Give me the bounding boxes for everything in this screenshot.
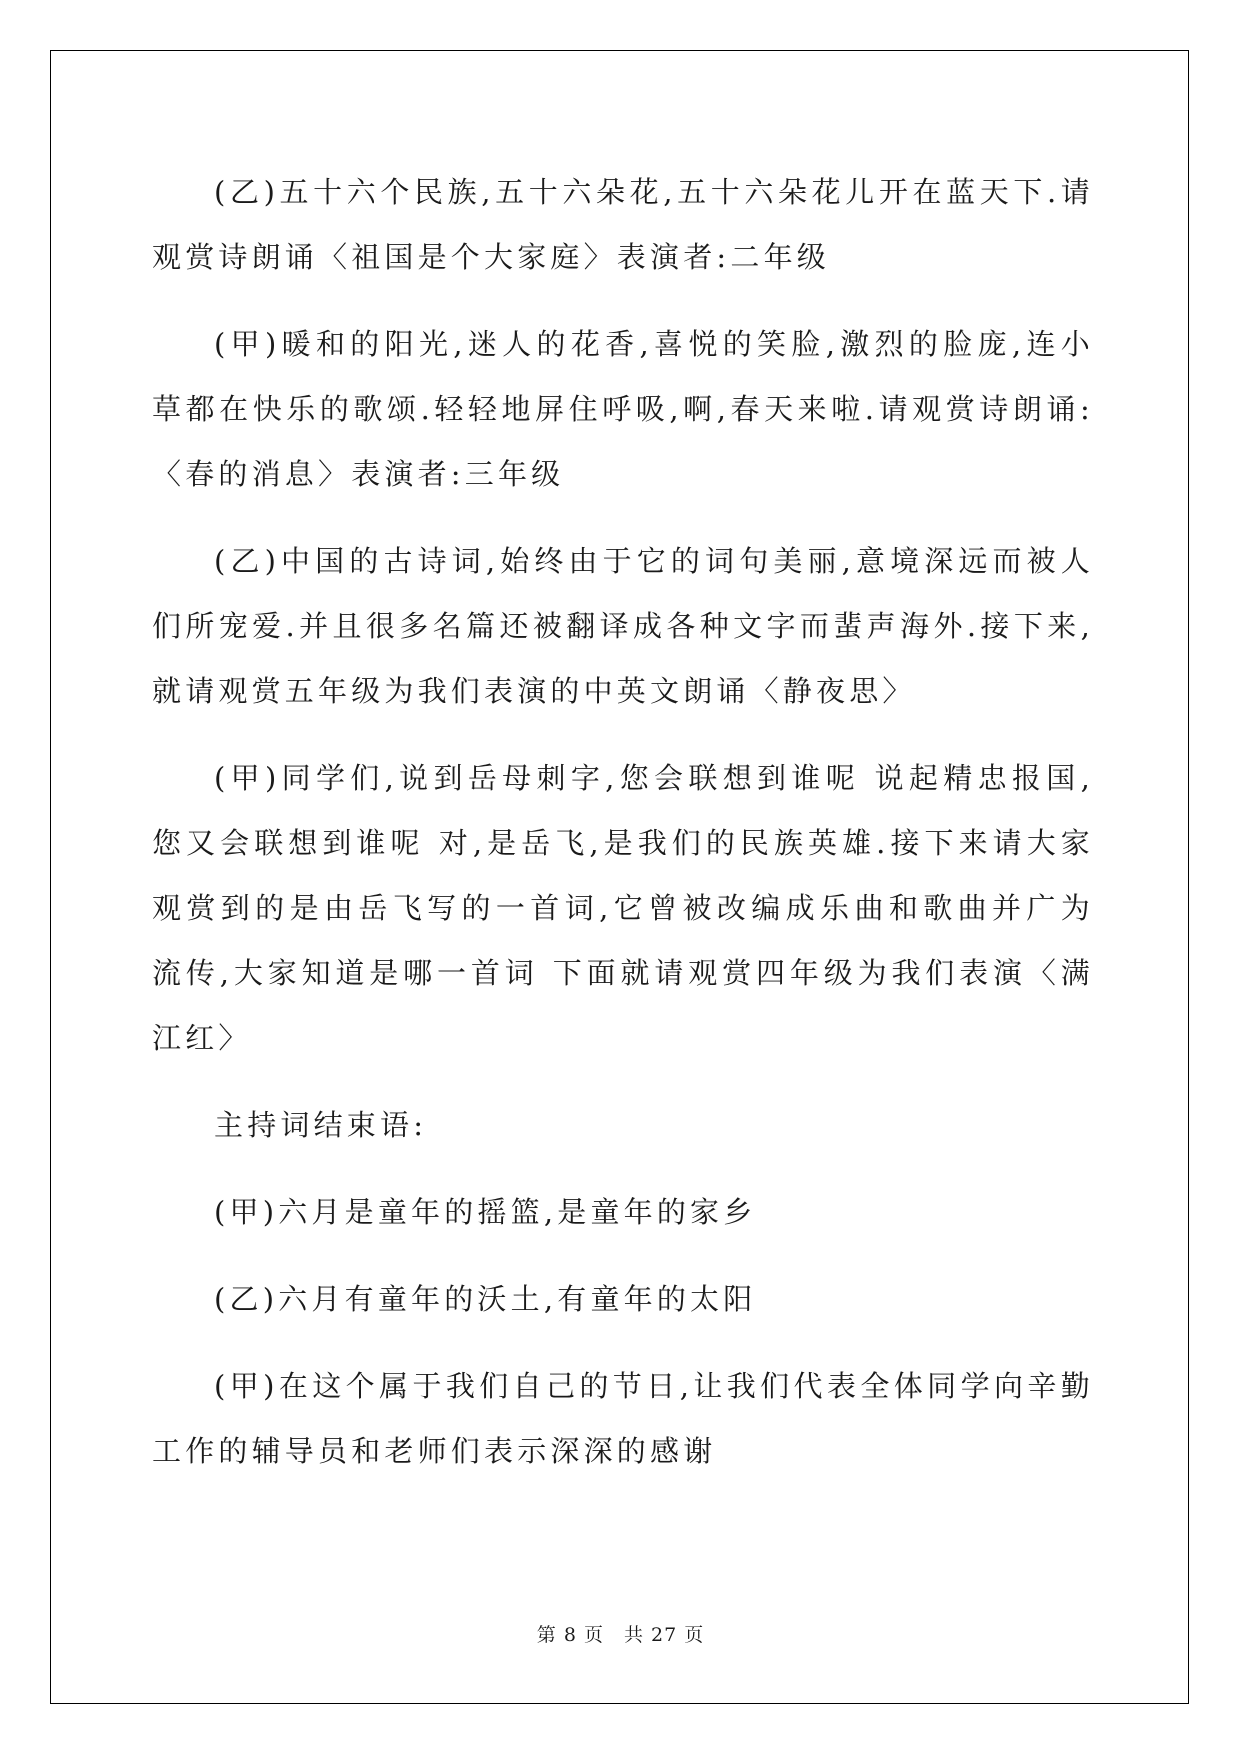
closing-heading: 主持词结束语: [214,1108,428,1142]
page-number: 第 8 页 [536,1624,604,1646]
paragraph-2: (甲)暖和的阳光,迷人的花香,喜悦的笑脸,激烈的脸庞,连小草都在快乐的歌颂.轻轻地屏住呼吸,啊,春天来啦.请观赏诗朗诵:〈春的消息〉表演者:三年级 [152,327,1094,491]
paragraph-7: (甲)在这个属于我们自己的节日,让我们代表全体同学向辛勤工作的辅导员和老师们表示深深的感谢 [152,1369,1094,1468]
paragraph-3: (乙)中国的古诗词,始终由于它的词句美丽,意境深远而被人们所宠爱.并且很多名篇还被翻译成各种文字而蜚声海外.接下来,就请观赏五年级为我们表演的中英文朗诵〈静夜思〉 [152,544,1094,708]
page-total: 共 27 页 [623,1624,705,1646]
paragraph-6: (乙)六月有童年的沃土,有童年的太阳 [214,1282,757,1316]
document-body [152,160,1094,1506]
paragraph-4: (甲)同学们,说到岳母刺字,您会联想到谁呢 说起精忠报国,您又会联想到谁呢 对,是岳飞,是我们的民族英雄.接下来请大家观赏到的是由岳飞写的一首词,它曾被改编成乐曲和歌曲并广为流传,大家知道是哪一首词 下面就请观赏四年级为我们表演〈满江红〉 [152,761,1094,1055]
page-footer [0,1620,1241,1647]
paragraph-5: (甲)六月是童年的摇篮,是童年的家乡 [214,1195,757,1229]
paragraph-1: (乙)五十六个民族,五十六朵花,五十六朵花儿开在蓝天下.请观赏诗朗诵〈祖国是个大家庭〉表演者:二年级 [152,175,1094,274]
